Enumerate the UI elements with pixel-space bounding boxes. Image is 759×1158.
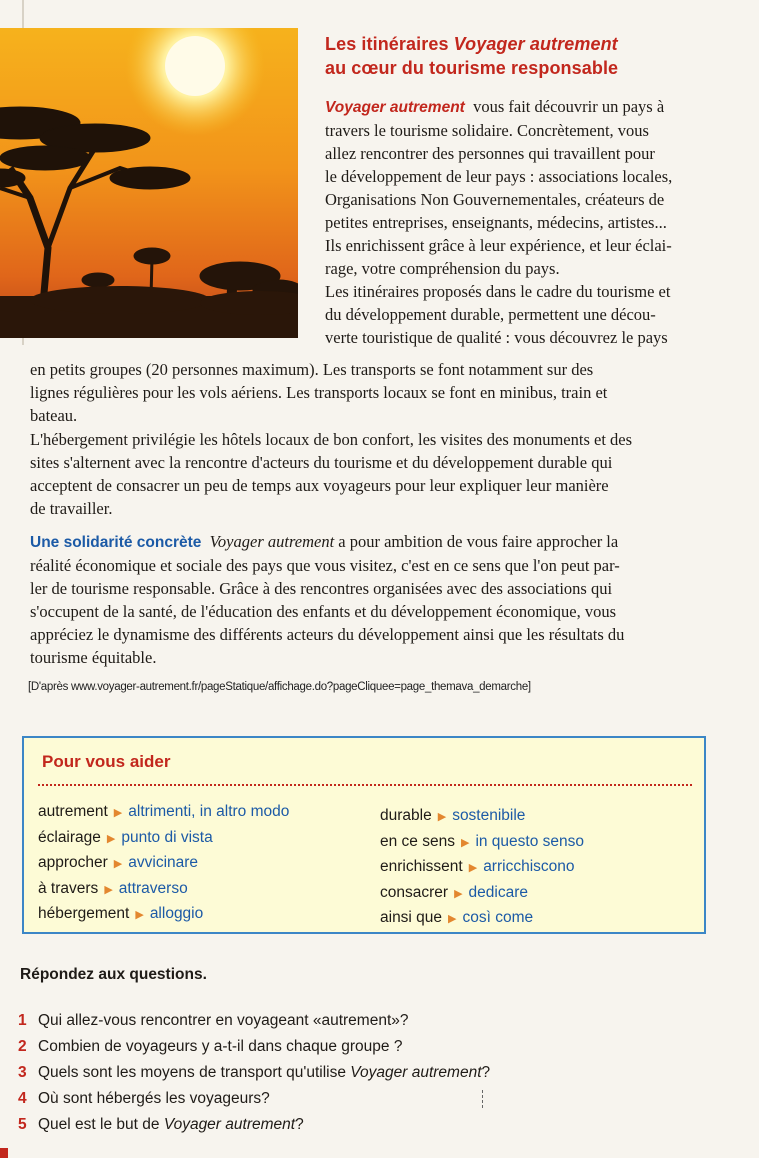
text-line: Les itinéraires proposés dans le cadre du tourisme et [325,282,671,301]
question-number: 3 [18,1064,27,1081]
vocab-italian: in questo senso [475,832,585,850]
vocab-entry [38,851,289,877]
solidarity-italic: Voyager autrement [209,532,335,551]
text-line: Organisations Non Gouvernementales, créateurs de [325,190,665,209]
vocab-italian: attraverso [118,879,188,897]
vocab-italian: avvicinare [128,854,199,871]
question-item [18,1112,490,1138]
vocab-italian: alloggio [149,905,204,922]
sunset-savanna-photo [0,28,298,338]
vocab-italian: arricchiscono [483,858,575,875]
vocab-italian: sostenibile [452,807,526,824]
question-number: 5 [18,1116,27,1133]
questions-title: Répondez aux questions. [20,966,207,983]
title-prefix: Les itinéraires [325,34,449,54]
vocabulary-title: Pour vous aider [42,752,171,771]
question-text: Quels sont les moyens de transport qu'utilise [38,1064,351,1081]
question-number: 4 [18,1090,27,1107]
question-item [18,1034,490,1060]
vocab-italian: dedicare [468,883,528,901]
text-line: lignes régulières pour les vols aériens. Les transports locaux se font en minibus, train et [30,383,608,402]
title-line2: au cœur du tourisme responsable [325,58,619,78]
text-line: en petits groupes (20 personnes maximum). Les transports se font notamment sur des [30,360,594,379]
arrow-right-icon: ▶ [454,887,463,900]
arrow-right-icon: ▶ [113,858,123,870]
cursor-mark [482,1090,484,1108]
text-line: réalité économique et sociale des pays que vous visitez, c'est en ce sens que l'on peut par- [30,556,620,575]
vocab-entry [380,881,584,907]
vocab-entry [38,800,289,826]
arrow-right-icon: ▶ [104,883,113,896]
question-item [18,1086,490,1112]
intro-lead: Voyager autrement [325,99,465,116]
vocabulary-box [22,736,706,934]
vocab-french: hébergement [38,905,130,922]
text-line: verte touristique de qualité : vous découvrez le pays [325,328,668,347]
paragraph-solidarity [30,530,724,669]
vocabulary-left-column [38,800,289,928]
vocab-entry [380,855,584,881]
question-suffix: ? [295,1116,304,1133]
text-line: du développement durable, permettent une décou- [325,305,656,324]
text-line: s'occupent de la santé, de l'éducation des enfants et du développement économique, vous [30,602,617,621]
vocab-french: autrement [38,803,108,820]
vocab-french: ainsi que [380,909,443,926]
source-citation: [D'après www.voyager-autrement.fr/pageStatique/affichage.do?pageCliquee=page_themava_demarche] [28,681,531,693]
text-line: ler de tourisme responsable. Grâce à des rencontres organisées avec des associations qui [30,579,613,598]
dotted-divider [38,784,692,786]
text-line: le développement de leur pays : associations locales, [325,167,673,186]
vocab-entry [380,830,584,856]
text-line: L'hébergement privilégie les hôtels locaux de bon confort, les visites des monuments et des [30,430,633,449]
vocab-italian: punto di vista [121,828,213,846]
text-line: tourisme équitable. [30,648,157,667]
text-line: Ils enrichissent grâce à leur expérience, et leur éclai- [325,236,672,255]
question-text: Qui allez-vous rencontrer en voyageant «autrement»? [38,1012,409,1029]
text-line: appréciez le dynamisme des différents acteurs du développement ainsi que les résultats du [30,625,625,644]
vocab-italian: così come [462,909,534,926]
vocab-french: consacrer [380,883,449,901]
arrow-right-icon: ▶ [135,909,144,921]
arrow-right-icon: ▶ [437,811,447,823]
question-italic: Voyager autrement [163,1116,296,1133]
question-italic: Voyager autrement [350,1064,482,1081]
page-corner-tab [0,1148,8,1158]
arrow-right-icon: ▶ [448,913,457,925]
vocab-entry [380,906,584,932]
vocabulary-right-column [380,804,584,932]
arrow-right-icon: ▶ [113,807,123,819]
question-text: Combien de voyageurs y a-t-il dans chaque groupe ? [38,1038,403,1055]
question-item [18,1060,490,1086]
text-line: bateau. [30,406,78,425]
question-text: Quel est le but de [38,1116,164,1133]
title-italic: Voyager autrement [453,34,618,54]
vocab-french: à travers [38,879,99,897]
paragraph-intro [325,95,723,349]
question-suffix: ? [481,1064,491,1081]
vocab-french: durable [380,807,432,824]
text-line: allez rencontrer des personnes qui travaillent pour [325,144,655,163]
vocab-italian: altrimenti, in altro modo [128,803,290,820]
article-title [325,32,745,80]
vocab-entry [38,826,289,852]
vocab-french: enrichissent [380,858,463,875]
question-item [18,1008,490,1034]
vocab-entry [38,902,289,928]
solidarity-lead: Une solidarité concrète [30,534,202,551]
questions-list [18,1008,490,1138]
paragraph-transport [30,358,724,427]
vocab-french: éclairage [38,828,101,846]
text-line: travers le tourisme solidaire. Concrètement, vous [325,121,649,140]
vocab-french: en ce sens [380,832,455,850]
question-text: Où sont hébergés les voyageurs? [38,1090,270,1107]
text-line: petites entreprises, enseignants, médecins, artistes... [325,213,667,232]
vocab-entry [38,877,289,903]
vocab-french: approcher [38,854,108,871]
paragraph-accommodation [30,428,724,520]
text-line: acceptent de consacrer un peu de temps aux voyageurs pour leur expliquer leur manière [30,476,609,495]
text-line: rage, votre compréhension du pays. [325,259,560,278]
question-number: 1 [18,1012,27,1029]
arrow-right-icon: ▶ [468,862,478,874]
arrow-right-icon: ▶ [460,836,470,849]
text-line: sites s'alternent avec la rencontre d'acteurs du tourisme et du développement durable qui [30,453,613,472]
text-line: a pour ambition de vous faire approcher la [338,532,619,551]
text-line: vous fait découvrir un pays à [473,97,665,116]
arrow-right-icon: ▶ [106,832,116,845]
vocab-entry [380,804,584,830]
text-line: de travailler. [30,499,113,518]
question-number: 2 [18,1038,27,1055]
